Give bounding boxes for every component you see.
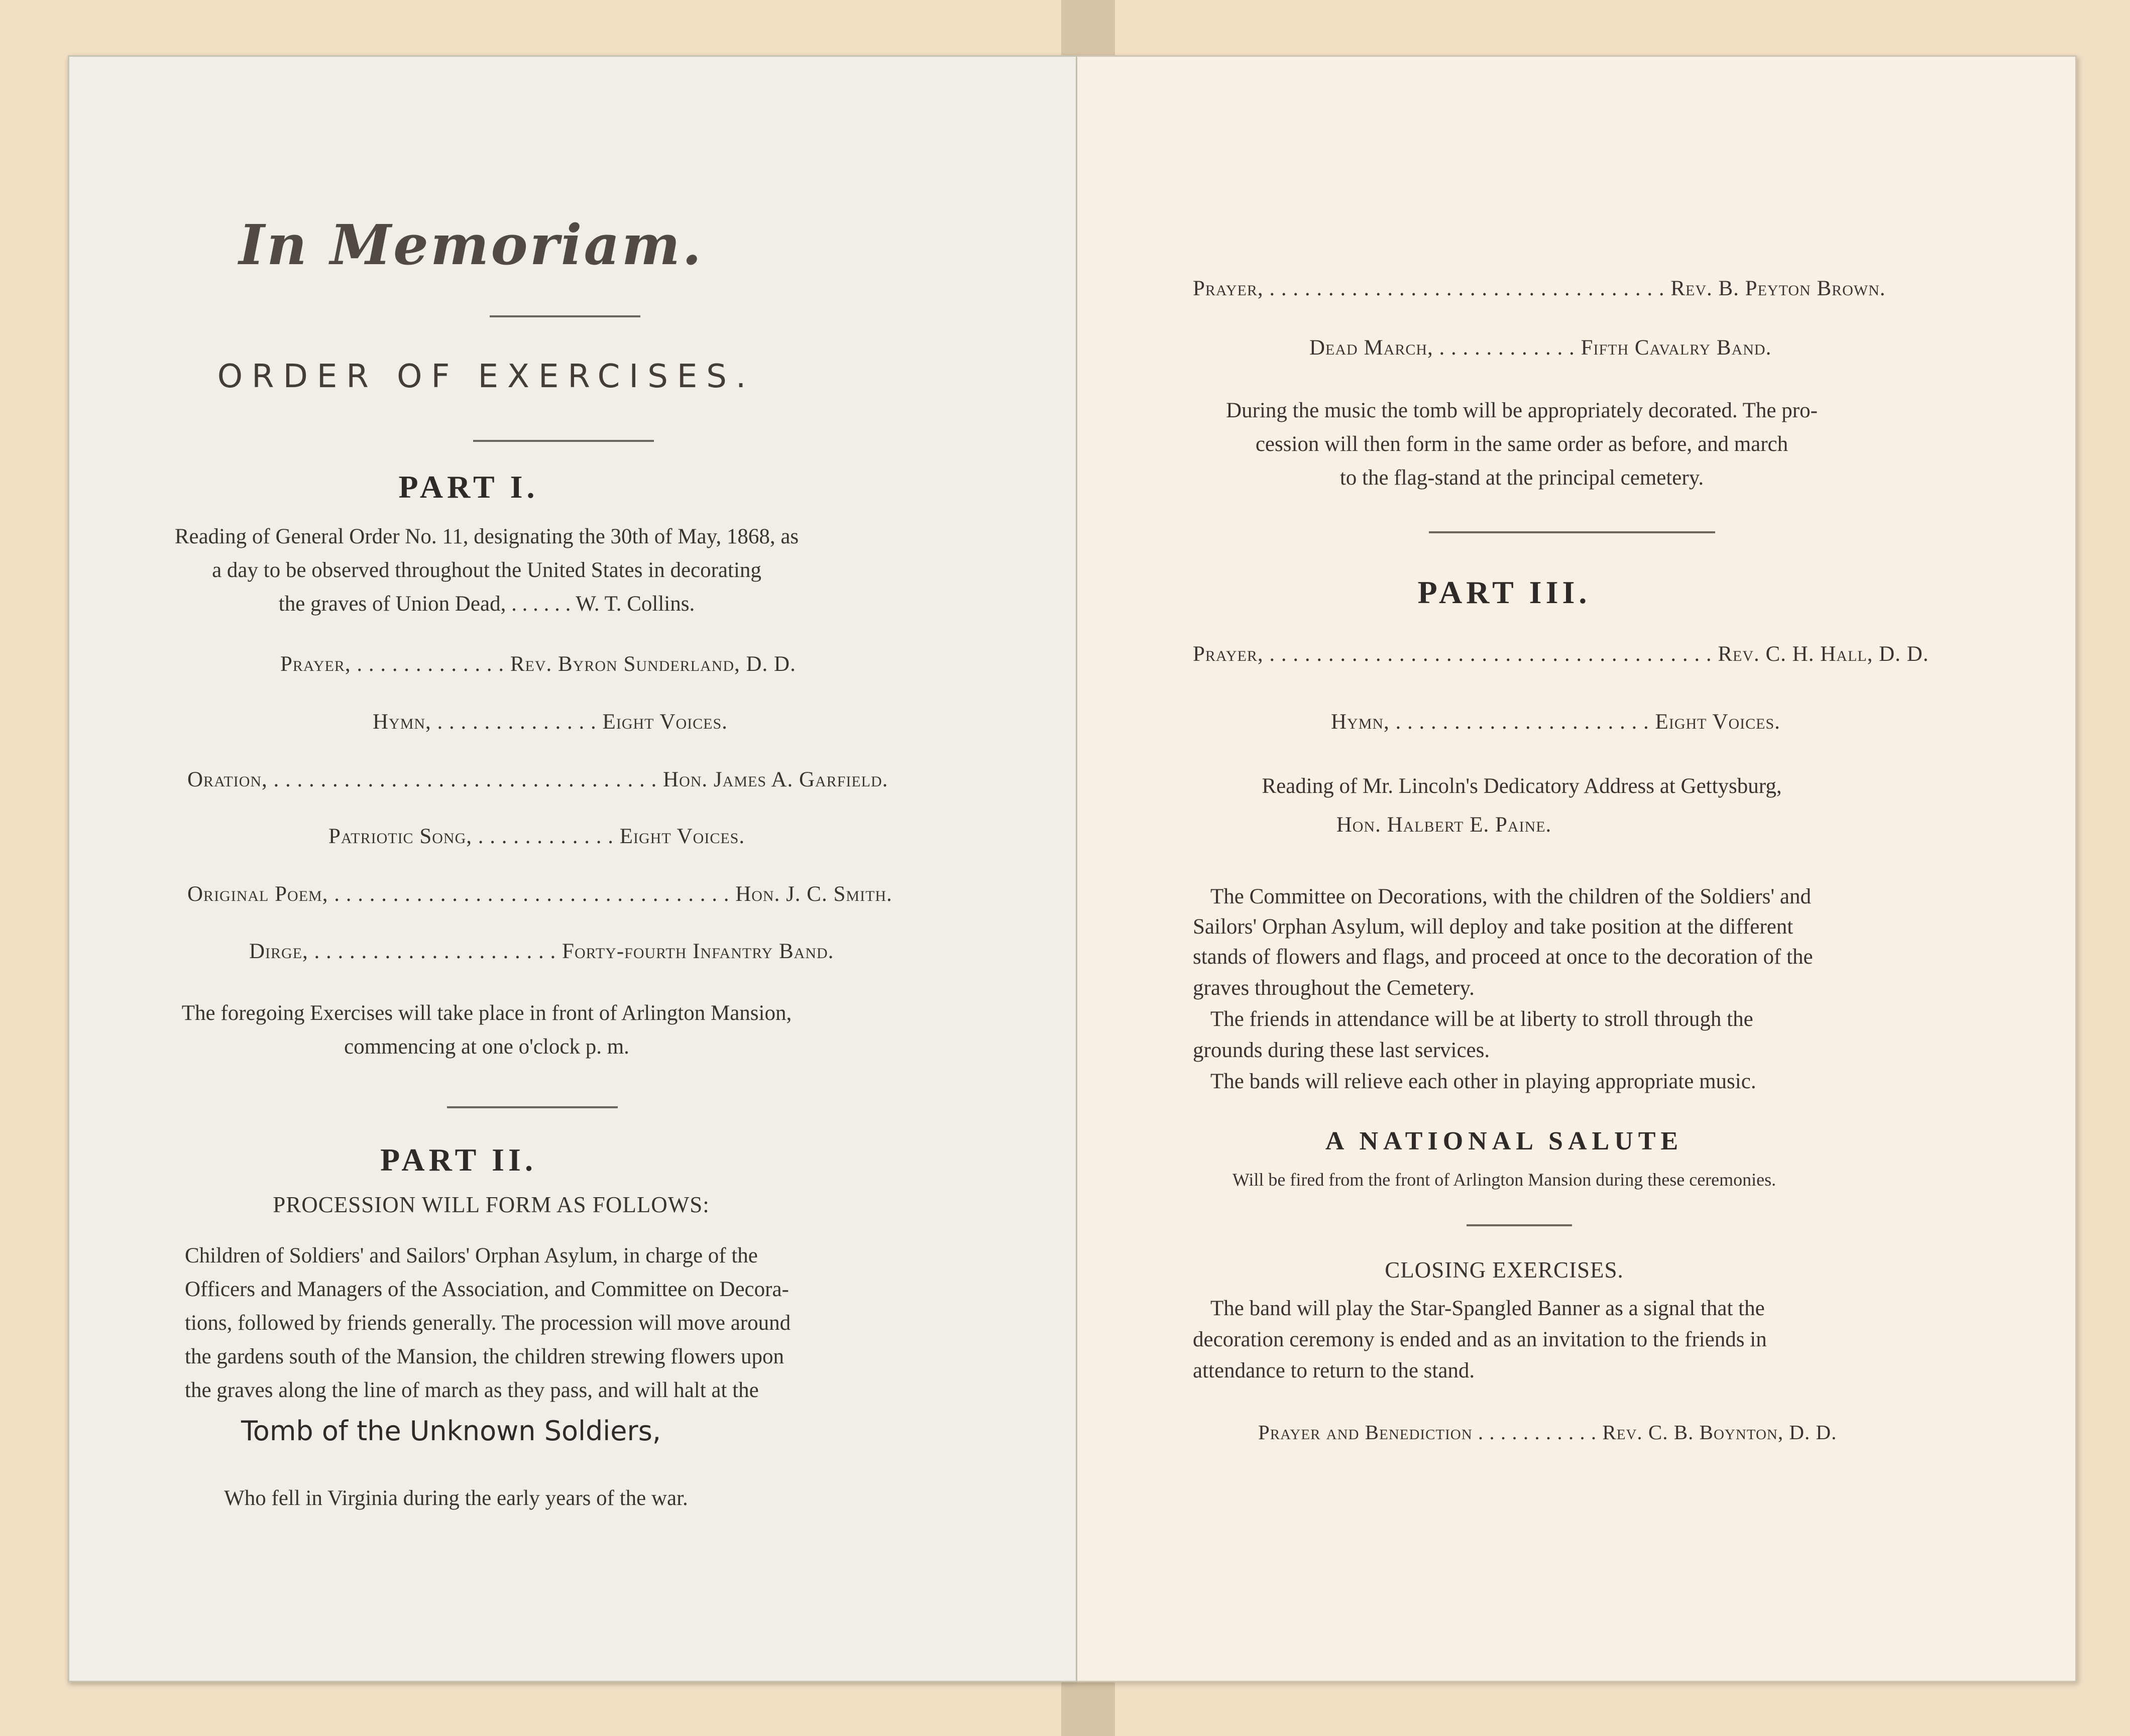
committee-line: Sailors' Orphan Asylum, will deploy and take position at the different xyxy=(1193,915,1793,939)
procession-line: Officers and Managers of the Association, and Committee on Decora- xyxy=(185,1278,789,1301)
procession-line: tions, followed by friends generally. The procession will move around xyxy=(185,1311,791,1335)
program-item: Patriotic Song, . . . . . . . . . . . . Eight Voices. xyxy=(328,825,745,848)
program-item: Dirge, . . . . . . . . . . . . . . . . . . . . . Forty-fourth Infantry Band. xyxy=(249,940,834,963)
benediction-item: Prayer and Benediction . . . . . . . . . . . Rev. C. B. Boynton, D. D. xyxy=(1258,1421,1837,1444)
reading-line: the graves of Union Dead, . . . . . . W. T. Collins. xyxy=(278,592,695,616)
procession-line: the gardens south of the Mansion, the children strewing flowers upon xyxy=(185,1345,784,1368)
program-item: Oration, . . . . . . . . . . . . . . . . . . . . . . . . . . . . . . . . . Hon. James A. Garfield. xyxy=(187,768,888,791)
divider xyxy=(1467,1224,1572,1226)
closing-line: The band will play the Star-Spangled Banner as a signal that the xyxy=(1210,1297,1765,1320)
lincoln-address-line: Reading of Mr. Lincoln's Dedicatory Address at Gettysburg, xyxy=(1262,774,1782,798)
program-item: Prayer, . . . . . . . . . . . . . . . . . . . . . . . . . . . . . . . . . . Rev. B. Peyton Brown. xyxy=(1193,277,1886,300)
part-three-heading: PART III. xyxy=(1417,574,1591,610)
committee-line: The bands will relieve each other in playing appropriate music. xyxy=(1210,1070,1756,1093)
part-two-heading: PART II. xyxy=(380,1142,537,1178)
foregoing-line: commencing at one o'clock p. m. xyxy=(344,1035,629,1059)
decorated-line: cession will then form in the same order as before, and march xyxy=(1255,432,1788,456)
committee-line: The Committee on Decorations, with the children of the Soldiers' and xyxy=(1210,885,1811,908)
order-of-exercises-heading: ORDER OF EXERCISES. xyxy=(217,358,755,395)
tomb-heading: Tomb of the Unknown Soldiers, xyxy=(241,1415,661,1447)
decorated-line: During the music the tomb will be appropriately decorated. The pro- xyxy=(1226,399,1818,422)
procession-line: the graves along the line of march as they pass, and will halt at the xyxy=(185,1378,759,1402)
national-salute-heading: A NATIONAL SALUTE xyxy=(1325,1127,1684,1155)
tomb-subtitle: Who fell in Virginia during the early years of the war. xyxy=(224,1486,688,1510)
committee-line: graves throughout the Cemetery. xyxy=(1193,976,1475,1000)
reading-line: a day to be observed throughout the United States in decorating xyxy=(212,558,761,582)
committee-line: stands of flowers and flags, and proceed at once to the decoration of the xyxy=(1193,945,1813,969)
decorated-line: to the flag-stand at the principal cemetery. xyxy=(1339,466,1704,490)
closing-line: decoration ceremony is ended and as an invitation to the friends in xyxy=(1193,1328,1767,1351)
closing-line: attendance to return to the stand. xyxy=(1193,1359,1475,1382)
right-page xyxy=(1077,55,2077,1682)
program-item: Prayer, . . . . . . . . . . . . . Rev. Byron Sunderland, D. D. xyxy=(280,652,796,676)
national-salute-subtitle: Will be fired from the front of Arlington Mansion during these ceremonies. xyxy=(1232,1170,1776,1190)
program-item: Hymn, . . . . . . . . . . . . . . Eight Voices. xyxy=(373,710,728,734)
foregoing-line: The foregoing Exercises will take place in front of Arlington Mansion, xyxy=(181,1001,792,1025)
lincoln-reader: Hon. Halbert E. Paine. xyxy=(1336,813,1552,837)
reading-line: Reading of General Order No. 11, designating the 30th of May, 1868, as xyxy=(174,525,799,548)
divider xyxy=(490,315,640,317)
procession-line: Children of Soldiers' and Sailors' Orphan Asylum, in charge of the xyxy=(185,1244,758,1267)
program-item: Dead March, . . . . . . . . . . . . Fifth Cavalry Band. xyxy=(1309,336,1772,360)
closing-exercises-heading: CLOSING EXERCISES. xyxy=(1385,1257,1624,1283)
committee-line: The friends in attendance will be at liberty to stroll through the xyxy=(1210,1007,1753,1031)
committee-line: grounds during these last services. xyxy=(1193,1038,1490,1062)
program-item: Hymn, . . . . . . . . . . . . . . . . . . . . . . Eight Voices. xyxy=(1331,710,1780,734)
program-item: Prayer, . . . . . . . . . . . . . . . . . . . . . . . . . . . . . . . . . . . . . . Rev. C. H. Hall, D. D. xyxy=(1193,642,1929,666)
divider xyxy=(447,1106,618,1108)
part-one-heading: PART I. xyxy=(398,469,539,505)
page-title: In Memoriam. xyxy=(239,212,704,277)
program-item: Original Poem, . . . . . . . . . . . . . . . . . . . . . . . . . . . . . . . . . . Hon. J. C. Smith. xyxy=(187,882,892,906)
divider xyxy=(473,440,654,442)
procession-heading: PROCESSION WILL FORM AS FOLLOWS: xyxy=(273,1192,710,1217)
divider xyxy=(1429,531,1715,533)
binding-tab-top xyxy=(1061,0,1115,60)
left-page xyxy=(68,55,1077,1682)
